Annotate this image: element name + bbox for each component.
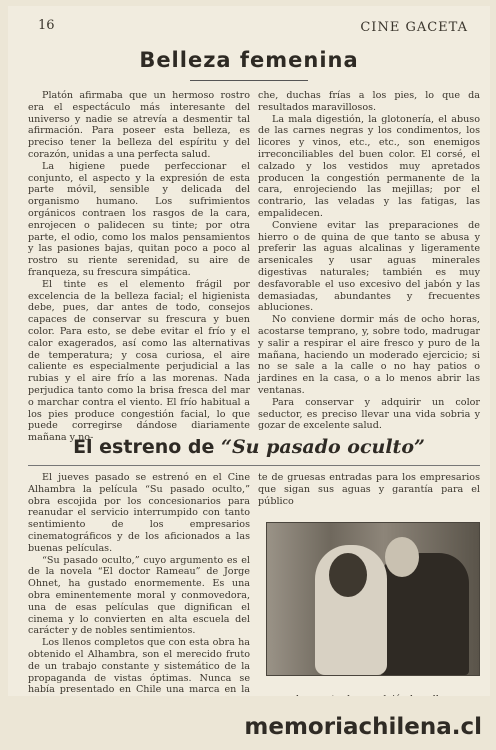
article2-title	[8, 436, 490, 458]
section-divider	[28, 465, 480, 466]
paragraph: che, duchas frías a los pies, lo que da resultados maravillosos.	[258, 90, 480, 113]
article2-title-quote: “Su pasado oculto”	[221, 436, 425, 458]
article2-title-prefix: El estreno de	[73, 436, 215, 458]
article1-column-left	[28, 90, 250, 444]
footer	[0, 696, 496, 750]
article1-column-right	[258, 90, 480, 432]
paragraph: El jueves pasado se estrenó en el Cine Alhambra la película “Su pasado oculto,” obra escojida por los concesionarios para reanudar el servicio interrumpido con tanto sentimiento de los empresarios cinematográficos y de los aficionados a las buenas películas.	[28, 472, 250, 554]
paragraph: No conviene dormir más de ocho horas, acostarse temprano, y, sobre todo, madrugar y salir a respirar el aire fresco y puro de la mañana, haciendo un moderado ejercicio; si no se sale a la calle o no hay patios o jardines en la casa, o a lo menos abrir las ventanas.	[258, 314, 480, 396]
paragraph: “Su pasado oculto,” cuyo argumento es el de la novela “El doctor Rameau” de Jorge Ohnet, ha gustado enormemente. Es una obra eminentemente moral y conmovedora, una de esas películas que dignifican el cinema y lo convierten en alta escuela del carácter y de nobles sentimientos.	[28, 554, 250, 637]
watermark: memoriachilena.cl	[244, 714, 482, 740]
paragraph: Los llenos completos que con esta obra ha obtenido el Alhambra, son el merecido fruto de un trabajo constante y sistemático de la propaganda de vistas óptimas. Nunca se había presentado en Chile una marca en la	[28, 637, 250, 696]
paragraph: Para conservar y adquirir un color seductor, es preciso llevar una vida sobria y gozar de excelente salud.	[258, 396, 480, 432]
page-number: 16	[38, 18, 55, 33]
paragraph: El tinte es el elemento frágil por excelencia de la belleza facial; el higienista debe, pues, dar antes de todo, consejos capaces de conservar su frescura y buen color. Para esto, se debe evitar el frío y el calor exagerados, así como las alternativas de temperatura; y cosa curiosa, el aire caliente es especialmente perjudicial a las rubias y el aire frío a las morenas. Nada perjudica tanto como la brisa fresca del mar o marchar contra el viento. El frío habitual a los pies produce congestión facial, lo que puede corregirse dándose diariamente mañana y no-	[28, 278, 250, 444]
paragraph: te de gruesas entradas para los empresarios que sigan sus aguas y garantía para el público	[258, 472, 480, 507]
magazine-name: CINE GACETA	[360, 20, 468, 35]
paragraph: La higiene puede perfeccionar el conjunto, el aspecto y la expresión de esta parte móvil, sensible y delicada del organismo humano. Los sufrimientos orgánicos contraen los rasgos de la cara, enrojecen o palidecen su tinte; por otra parte, el odio, como los malos pensamientos y las pasiones bajas, quitan poco a poco al rostro su riente serenidad, su aire de franqueza, su frescura simpática.	[28, 160, 250, 278]
article2-column-right	[258, 472, 480, 507]
film-still-photo	[266, 522, 480, 676]
paragraph: Platón afirmaba que un hermoso rostro era el espectáculo más interesante del universo y nadie se atrevía a desmentir tal afirmación. Para poseer esta belleza, es preciso tener la belleza del espíritu y del corazón, unidas a una perfecta salud.	[28, 90, 250, 160]
magazine-page	[8, 6, 490, 696]
title-underline	[190, 80, 308, 81]
paragraph: Conviene evitar las preparaciones de hierro o de quina de que tanto se abusa y preferir las aguas alcalinas y ligeramente arsenicales y usar aguas minerales digestivas naturales; también es muy desfavorable el uso excesivo del jabón y las demasiadas, abundantes y frecuentes abluciones.	[258, 219, 480, 314]
paragraph: La mala digestión, la glotonería, el abuso de las carnes negras y los condimentos, los licores y vinos, etc., etc., son enemigos irreconciliables del buen color. El corsé, el calzado y los vestidos muy apretados producen la congestión permanente de la cara, enrojeciendo las mejillas; por el contrario, las veladas y las fatigas, las empalidecen.	[258, 113, 480, 219]
article1-title: Belleza femenina	[139, 48, 359, 72]
